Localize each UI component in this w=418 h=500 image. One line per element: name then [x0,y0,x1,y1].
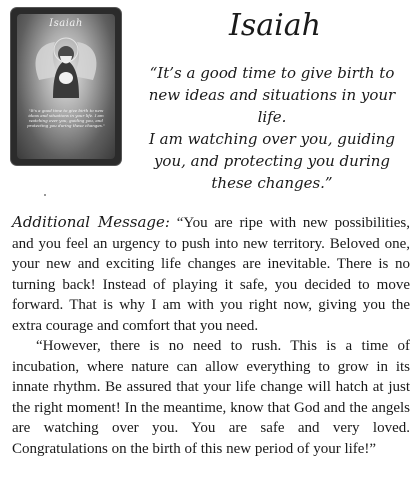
additional-message [12,212,410,459]
body-paragraph-1 [12,212,410,336]
card-message-quote [132,62,412,194]
print-speck [44,194,46,196]
card-artwork [17,14,115,159]
page-title: Isaiah [229,8,321,43]
card-quote-text: "It's a good time to give birth to new ideas and situations in your life. I am watching over you, guiding you, and protecting you during these changes." [27,108,105,128]
paragraph-text: “You are ripe with new possibilities, and you feel an urgency to push into new territory. Beloved one, your new and exciting life changes are inevitable. There is no turning back! Instead of playing it safe, you decided to move forward. That is why I am with you right now, giving you the extra courage and comfort that you need. [12,215,411,334]
quote-line: new ideas and situations in your life. [148,86,396,126]
quote-line: these changes.” [211,174,333,192]
angel-figure-icon [31,30,101,100]
body-paragraph-2 [12,336,410,459]
oracle-card-image [11,8,121,165]
paragraph-text: “However, there is no need to rush. This is a time of incubation, where nature can allow everything to grow in its innate rhythm. Be assured that your life change will hatch at just the right moment! In the meantime, know that God and the angels are watching over you. You are safe and very loved. Congratulations on the birth of this new period of your life!” [12,338,410,457]
card-title: Isaiah [49,18,83,29]
quote-line: you, and protecting you during [153,152,391,170]
quote-line: “It’s a good time to give birth to [149,64,395,82]
additional-message-label: Additional Message: [12,213,170,231]
quote-line: I am watching over you, guiding [148,130,396,148]
